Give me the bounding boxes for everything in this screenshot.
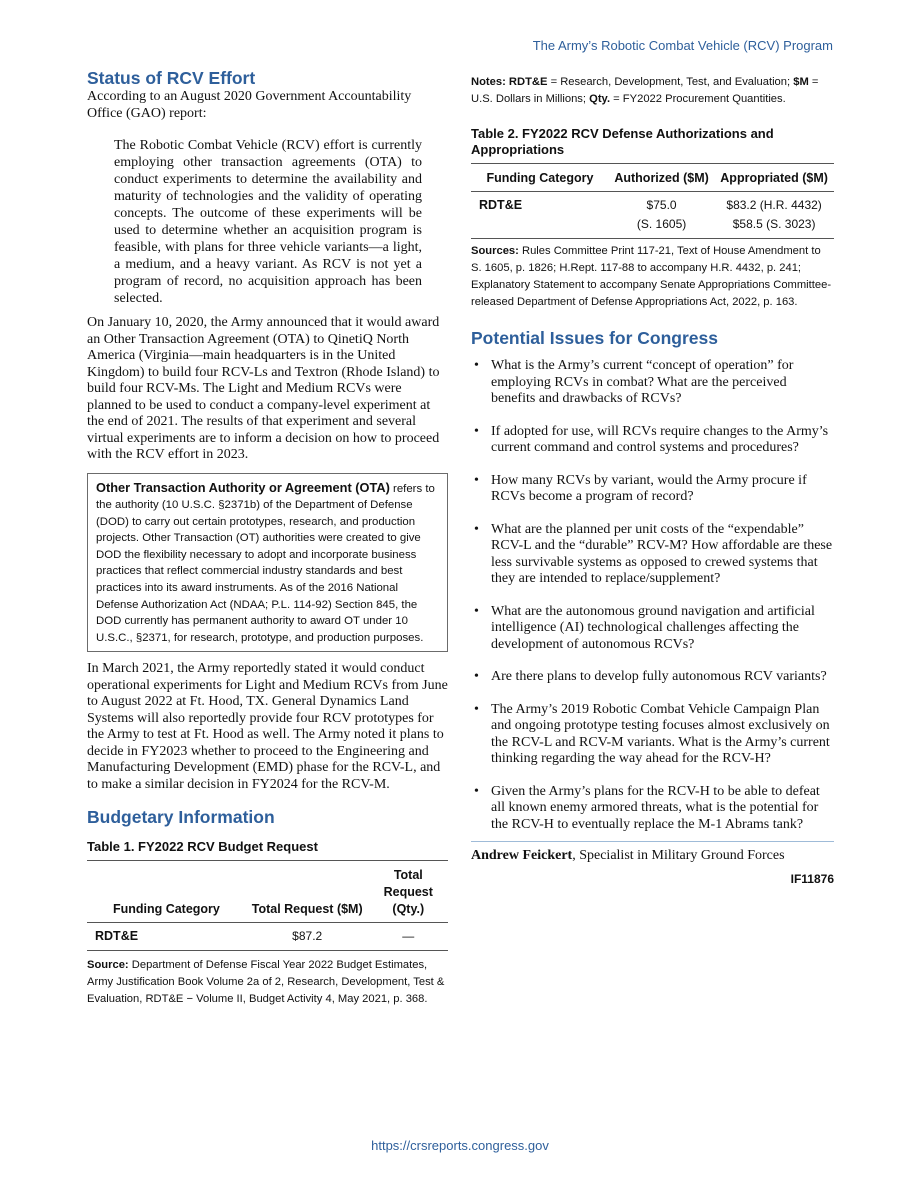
bullet-icon: • (474, 669, 479, 684)
table1-header-category: Funding Category (112, 902, 220, 917)
list-item (471, 358, 834, 408)
table2-appropriated-house: $83.2 (H.R. 4432) (726, 198, 822, 212)
list-item (471, 604, 834, 654)
table1-header-qty: Total Request (Qty.) (383, 868, 433, 917)
issue-text: What are the planned per unit costs of the “expendable” RCV-L and the “durable” RCV-M? How affordable are these less survivable systems as opposed to crewed systems that they are intended to replace/supplement? (491, 521, 833, 586)
list-item (471, 784, 834, 834)
notes-rdte-term: RDT&E (508, 76, 548, 88)
table2-appropriated-cell (714, 192, 834, 239)
status-heading: Status of RCV Effort (87, 68, 256, 88)
bullet-icon: • (474, 701, 479, 717)
table2-sources-label: Sources: (471, 245, 519, 257)
issue-text: How many RCVs by variant, would the Army procure if RCVs become a program of record? (491, 472, 807, 504)
table1-title: Table 1. FY2022 RCV Budget Request (87, 839, 318, 855)
issue-text: Given the Army’s plans for the RCV-H to be able to defeat all known enemy armored threats, what is the potential for the RCV-H to eventually replace the M-1 Abrams tank? (491, 783, 820, 832)
table2-header-authorized: Authorized ($M) (614, 171, 709, 185)
table-row (87, 923, 448, 951)
table2-sources-text: Rules Committee Print 117-21, Text of House Amendment to S. 1605, p. 1826; H.Rept. 117-88 to accompany H.R. 4432, p. 241; Explanatory Statement to accompany Senate Appropriations Committee-released Department of Defense Appropriations Act, 2022, p. 163. (471, 245, 832, 308)
ota-definition-box (87, 473, 448, 653)
march-paragraph: In March 2021, the Army reportedly stated it would conduct operational experiments for Light and Medium RCVs from June to August 2022 at Ft. Hood, TX. General Dynamics Land Systems will also reportedly provide four RCV prototypes for the Army to test at Ft. Hood as well. The Army noted it plans to decide in FY2023 whether to proceed to the Engineering and Manufacturing Development (EMD) phase for the RCV-L, and to make a similar decision in FY2024 for the RCV-M. (87, 661, 448, 792)
list-item (471, 522, 834, 588)
bullet-icon: • (474, 358, 479, 373)
notes-qty-def: = FY2022 Procurement Quantities. (610, 93, 786, 105)
gao-quote: The Robotic Combat Vehicle (RCV) effort is currently employing other transaction agreements (OTA) to conduct experiments to determine the availability and maturity of technologies and the validity of operating concepts. The outcome of these experiments will be used to determine whether an acquisition program is feasible, with plans for three vehicle variants—a light, a medium, and a heavy variant. As RCV is not yet a program of record, no acquisition approach has been selected. (114, 138, 422, 306)
list-item (471, 424, 834, 457)
january-paragraph: On January 10, 2020, the Army announced that it would award an Other Transaction Agreement (OTA) to QinetiQ North America (Virginia—main headquarters is in the United Kingdom) to build four RCV-Ls and Textron (Rhode Island) to build four RCV-Ms. The Light and Medium RCVs were planned to be used to conduct a company-level experiment at the end of 2021. The results of that experiment and several virtual experiments are to inform a decision on how to proceed with the RCV effort in 2023. (87, 315, 440, 462)
notes-qty-term: Qty. (589, 93, 611, 105)
issues-list (471, 358, 834, 833)
table-row (471, 192, 834, 239)
table2-title: Table 2. FY2022 RCV Defense Authorizations and Appropriations (471, 126, 774, 157)
bullet-icon: • (474, 603, 479, 619)
issue-text: The Army’s 2019 Robotic Combat Vehicle Campaign Plan and ongoing prototype testing focuses almost exclusively on the RCV-L and RCV-M variants. What is the Army’s current thinking regarding the way ahead for the RCV-H? (491, 701, 830, 766)
document-id: IF11876 (790, 872, 834, 886)
table1-source-text: Department of Defense Fiscal Year 2022 Budget Estimates, Army Justification Book Volume 2a of 2, Research, Development, Test & Evaluation, RDT&E − Volume II, Budget Activity 4, May 2021, p. 368. (87, 959, 445, 1006)
ota-box-title: Other Transaction Authority or Agreement (OTA) (96, 479, 390, 495)
authorizations-table (471, 163, 834, 239)
table2-header-row (471, 164, 834, 192)
table1-header-request: Total Request ($M) (251, 902, 363, 917)
right-column (471, 74, 834, 886)
budget-request-table (87, 860, 448, 951)
notes-m-term: $M (793, 76, 809, 88)
bullet-icon: • (474, 783, 479, 799)
notes-rdte-def: = Research, Development, Test, and Evaluation; (547, 76, 794, 88)
table2-header-category: Funding Category (486, 171, 594, 185)
table2-authorized-value: $75.0 (646, 198, 677, 212)
table2-authorized-source: (S. 1605) (636, 217, 687, 231)
left-column (87, 68, 448, 1008)
table1-notes (471, 74, 834, 108)
ota-box-text: refers to the authority (10 U.S.C. §2371b) of the Department of Defense (DOD) to carry out certain prototypes, research, and production projects. Other Transaction (OT) authorities were created to give DOD the flexibility necessary to adopt and incorporate business practices that reflect commercial industry standards and best practices into its award instruments. As of the 2016 National Defense Authorization Act (NDAA; P.L. 114-92) Section 845, the DOD currently has permanent authority to award OT under 10 U.S.C., §2371, for research, prototype, and production purposes. (96, 482, 435, 644)
table1-row-category: RDT&E (95, 929, 139, 944)
budget-heading: Budgetary Information (87, 807, 275, 828)
issues-heading: Potential Issues for Congress (471, 328, 719, 348)
bullet-icon: • (474, 423, 479, 439)
table1-row-qty: — (402, 929, 415, 944)
bullet-icon: • (474, 521, 479, 537)
author-title: , Specialist in Military Ground Forces (572, 848, 785, 863)
issue-text: What is the Army’s current “concept of operation” for employing RCVs in combat? What are the perceived benefits and drawbacks of RCVs? (491, 358, 794, 406)
table2-authorized-cell (609, 192, 714, 239)
table2-header-appropriated: Appropriated ($M) (720, 171, 828, 185)
author-divider (471, 841, 834, 842)
bullet-icon: • (474, 472, 479, 488)
footer-link[interactable]: https://crsreports.congress.gov (371, 1138, 549, 1153)
issue-text: If adopted for use, will RCVs require changes to the Army’s current command and control systems and procedures? (491, 423, 829, 455)
table2-row-category: RDT&E (479, 198, 523, 212)
table1-row-request: $87.2 (292, 929, 323, 944)
list-item (471, 669, 834, 686)
author-name: Andrew Feickert (471, 848, 573, 863)
notes-m-def: = U.S. Dollars in Millions; (471, 76, 819, 105)
table2-sources (471, 243, 834, 311)
table1-source-label: Source: (87, 959, 129, 972)
author-line (471, 848, 834, 864)
list-item (471, 702, 834, 768)
table1-source (87, 957, 448, 1008)
table2-appropriated-senate: $58.5 (S. 3023) (732, 217, 816, 231)
notes-label: Notes: (471, 76, 506, 88)
status-intro: According to an August 2020 Government Accountability Office (GAO) report: (87, 89, 412, 121)
issue-text: What are the autonomous ground navigation and artificial intelligence (AI) technological challenges affecting the development of autonomous RCVs? (491, 603, 815, 652)
issue-text: Are there plans to develop fully autonomous RCV variants? (491, 669, 827, 684)
running-header-title: The Army’s Robotic Combat Vehicle (RCV) Program (532, 38, 833, 53)
table1-header-row (87, 861, 448, 923)
list-item (471, 473, 834, 506)
